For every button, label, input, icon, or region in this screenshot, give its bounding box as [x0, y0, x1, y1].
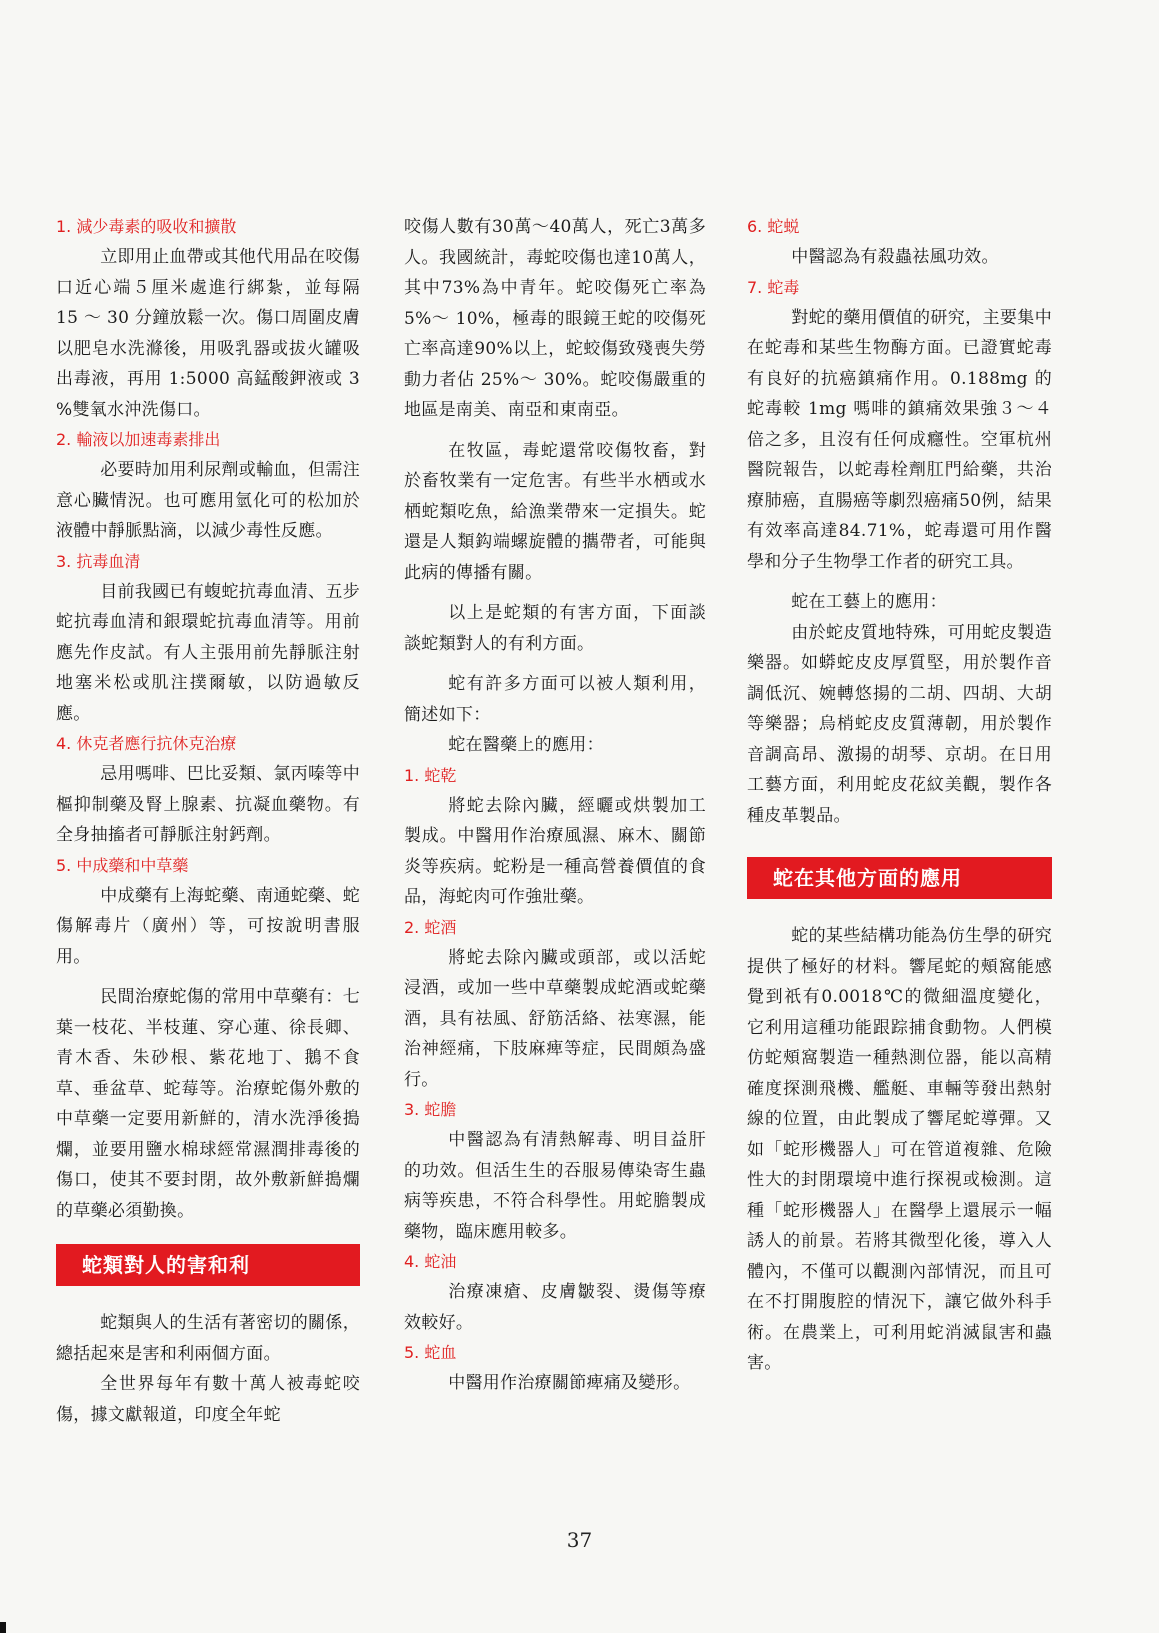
paragraph: 中成藥有上海蛇藥、南通蛇藥、蛇傷解毒片（廣州）等，可按說明書服用。	[56, 885, 360, 967]
paragraph: 目前我國已有蝮蛇抗毒血清、五步蛇抗毒血清和銀環蛇抗毒血清等。用前應先作皮試。有人主張用前先靜脈注射地塞米松或肌注撲爾敏，以防過敏反應。	[56, 581, 360, 724]
paragraph: 全世界每年有數十萬人被毒蛇咬傷，據文獻報道，印度全年蛇	[56, 1374, 360, 1425]
paragraph: 蛇的某些結構功能為仿生學的研究提供了極好的材料。響尾蛇的頰窩能感覺到祇有0.0018℃的微細溫度變化，它利用這種功能跟踪捕食動物。人們模仿蛇頰窩製造一種熱測位器，能以高精確度探測飛機、艦艇、車輛等發出熱射線的位置，由此製成了響尾蛇導彈。又如「蛇形機器人」可在管道複雜、危險性大的封閉環境中進行探視或檢測。這種「蛇形機器人」在醫學上還展示一幅誘人的前景。若將其微型化後，導入人體內，不僅可以觀測內部情況，而且可在不打開腹腔的情況下，讓它做外科手術。在農業上，可利用蛇消滅鼠害和蟲害。	[747, 926, 1052, 1373]
paragraph: 中醫用作治療關節痺痛及變形。	[448, 1373, 691, 1393]
paragraph: 將蛇去除內臟，經曬或烘製加工製成。中醫用作治療風濕、麻木、關節炎等疾病。蛇粉是一種高營養價值的食品，海蛇肉可作強壯藥。	[404, 795, 706, 907]
paragraph: 民間治療蛇傷的常用中草藥有：七葉一枝花、半枝蓮、穿心蓮、徐長卿、青木香、朱砂根、紫花地丁、鵝不食草、垂盆草、蛇莓等。治療蛇傷外敷的中草藥一定要用新鮮的，清水洗淨後搗爛，並要用鹽水棉球經常濕潤排毒後的傷口，使其不要封閉，故外敷新鮮搗爛的草藥必須勤換。	[56, 987, 360, 1221]
paragraph: 對蛇的藥用價值的研究，主要集中在蛇毒和某些生物酶方面。已證實蛇毒有良好的抗癌鎮痛作用。0.188mg 的蛇毒較 1mg 嗎啡的鎮痛效果強３～４倍之多，且沒有任何成癮性。空軍杭州醫院報告，以蛇毒栓劑肛門給藥，共治療肺癌，直腸癌等劇烈癌痛50例，結果有效率高達84.71%，蛇毒還可用作醫學和分子生物學工作者的研究工具。	[747, 307, 1052, 572]
section-heading: 4. 休克者應行抗休克治療	[56, 734, 237, 753]
section-heading: 1. 減少毒素的吸收和擴散	[56, 217, 237, 236]
section-heading: 5. 中成藥和中草藥	[56, 855, 189, 875]
section-heading: 7. 蛇毒	[747, 277, 800, 297]
section-heading: 2. 輸液以加速毒素排出	[56, 430, 221, 449]
section-banner: 蛇類對人的害和利	[56, 1244, 360, 1286]
section-heading: 3. 蛇膽	[404, 1100, 457, 1119]
section-heading: 1. 蛇乾	[404, 765, 457, 785]
scan-corner-mark	[0, 1622, 6, 1633]
paragraph: 蛇在醫藥上的應用：	[448, 735, 604, 755]
paragraph: 由於蛇皮質地特殊，可用蛇皮製造樂器。如蟒蛇皮皮厚質堅，用於製作音調低沉、婉轉悠揚的二胡、四胡、大胡等樂器；烏梢蛇皮皮質薄韌，用於製作音調高昂、激揚的胡琴、京胡。在日用工藝方面，利用蛇皮花紋美觀，製作各種皮革製品。	[747, 622, 1052, 826]
page-number: 37	[566, 1528, 593, 1552]
column-2	[404, 212, 706, 1399]
paragraph: 蛇在工藝上的應用：	[791, 592, 947, 612]
column-3	[747, 212, 1052, 1379]
section-heading: 4. 蛇油	[404, 1252, 457, 1271]
paragraph: 咬傷人數有30萬～40萬人，死亡3萬多人。我國統計，毒蛇咬傷也達10萬人，其中73%為中青年。蛇咬傷死亡率為 5%～ 10%，極毒的眼鏡王蛇的咬傷死亡率高達90%以上，蛇蛟傷致殘喪失勞動力者佔 25%～ 30%。蛇咬傷嚴重的地區是南美、南亞和東南亞。	[404, 217, 706, 420]
paragraph: 中醫認為有清熱解毒、明目益肝的功效。但活生生的吞服易傳染寄生蟲病等疾患，不符合科學性。用蛇膽製成藥物，臨床應用較多。	[404, 1130, 706, 1242]
column-1	[56, 212, 360, 1430]
section-heading: 6. 蛇蜕	[747, 217, 800, 236]
section-heading: 5. 蛇血	[404, 1343, 457, 1362]
paragraph: 立即用止血帶或其他代用品在咬傷口近心端５厘米處進行綁紮，並每隔 15 ～ 30 分鐘放鬆一次。傷口周圍皮膚以肥皂水洗滌後，用吸乳器或拔火罐吸出毒液，再用 1:5000 高錳酸鉀液或 3 %雙氧水沖洗傷口。	[56, 247, 360, 420]
section-heading: 3. 抗毒血清	[56, 551, 141, 571]
paragraph: 治療凍瘡、皮膚皺裂、燙傷等療效較好。	[404, 1282, 706, 1333]
paragraph: 蛇有許多方面可以被人類利用，簡述如下：	[404, 674, 706, 725]
paragraph: 忌用嗎啡、巴比妥類、氯丙嗪等中樞抑制藥及腎上腺素、抗凝血藥物。有全身抽搐者可靜脈注射鈣劑。	[56, 764, 360, 845]
paragraph: 必要時加用利尿劑或輸血，但需注意心臟情況。也可應用氫化可的松加於液體中靜脈點滴，以減少毒性反應。	[56, 460, 360, 541]
paragraph: 以上是蛇類的有害方面，下面談談蛇類對人的有利方面。	[404, 603, 706, 654]
paragraph: 在牧區，毒蛇還常咬傷牧畜，對於畜牧業有一定危害。有些半水栖或水栖蛇類吃魚，給漁業帶來一定損失。蛇還是人類鈎端螺旋體的攜帶者，可能與此病的傳播有關。	[404, 440, 706, 583]
section-heading: 2. 蛇酒	[404, 917, 457, 937]
paragraph: 將蛇去除內臟或頭部，或以活蛇浸酒，或加一些中草藥製成蛇酒或蛇藥酒，具有祛風、舒筋活絡、祛寒濕，能治神經痛，下肢麻痺等症，民間頗為盛行。	[404, 947, 706, 1090]
paragraph: 中醫認為有殺蟲祛風功效。	[791, 247, 999, 267]
paragraph: 蛇類與人的生活有著密切的關係，總括起來是害和利兩個方面。	[56, 1313, 360, 1364]
section-banner: 蛇在其他方面的應用	[747, 857, 1052, 899]
